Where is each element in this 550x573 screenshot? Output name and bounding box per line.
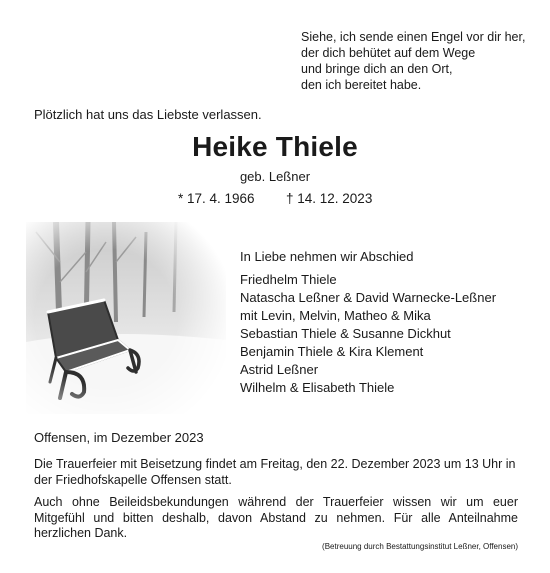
mourner-name: Sebastian Thiele & Susanne Dickhut [240,326,451,341]
mourners-list [240,248,496,397]
mourner-name: Benjamin Thiele & Kira Klement [240,344,424,359]
verse-line: den ich bereitet habe. [301,78,422,92]
verse-line: und bringe dich an den Ort, [301,62,453,76]
thanks-note: Auch ohne Beileidsbekundungen während der Trauerfeier wissen wir um euer Mitgefühl und bitten deshalb, davon Abstand zu nehmen. Für alle Anteilnahme herzlichen Dank. [34,495,518,540]
place-and-date: Offensen, im Dezember 2023 [34,430,204,445]
verse-line: der dich behütet auf dem Wege [301,46,476,60]
verse-line: Siehe, ich sende einen Engel vor dir her, [301,30,526,44]
birth-date: * 17. 4. 1966 [178,191,255,206]
mourner-name: Friedhelm Thiele [240,272,337,287]
bible-verse [301,29,525,93]
deceased-name: Heike Thiele [192,131,358,162]
mourner-name: Wilhelm & Elisabeth Thiele [240,380,395,395]
death-date: † 14. 12. 2023 [286,191,373,206]
funeral-home-credit: (Betreuung durch Bestattungsinstitut Leßner, Offensen) [322,542,518,551]
mourners-heading: In Liebe nehmen wir Abschied [240,249,414,264]
birth-name: geb. Leßner [239,169,311,184]
intro-line: Plötzlich hat uns das Liebste verlassen. [34,107,262,122]
mourner-name: Astrid Leßner [240,362,319,377]
mourner-name: mit Levin, Melvin, Matheo & Mika [240,308,431,323]
mourner-name: Natascha Leßner & David Warnecke-Leßner [240,290,497,305]
snowy-park-bench-image [26,222,226,414]
service-info: Die Trauerfeier mit Beisetzung findet am Freitag, den 22. Dezember 2023 um 13 Uhr in der Friedhofskapelle Offensen statt. [34,457,516,487]
